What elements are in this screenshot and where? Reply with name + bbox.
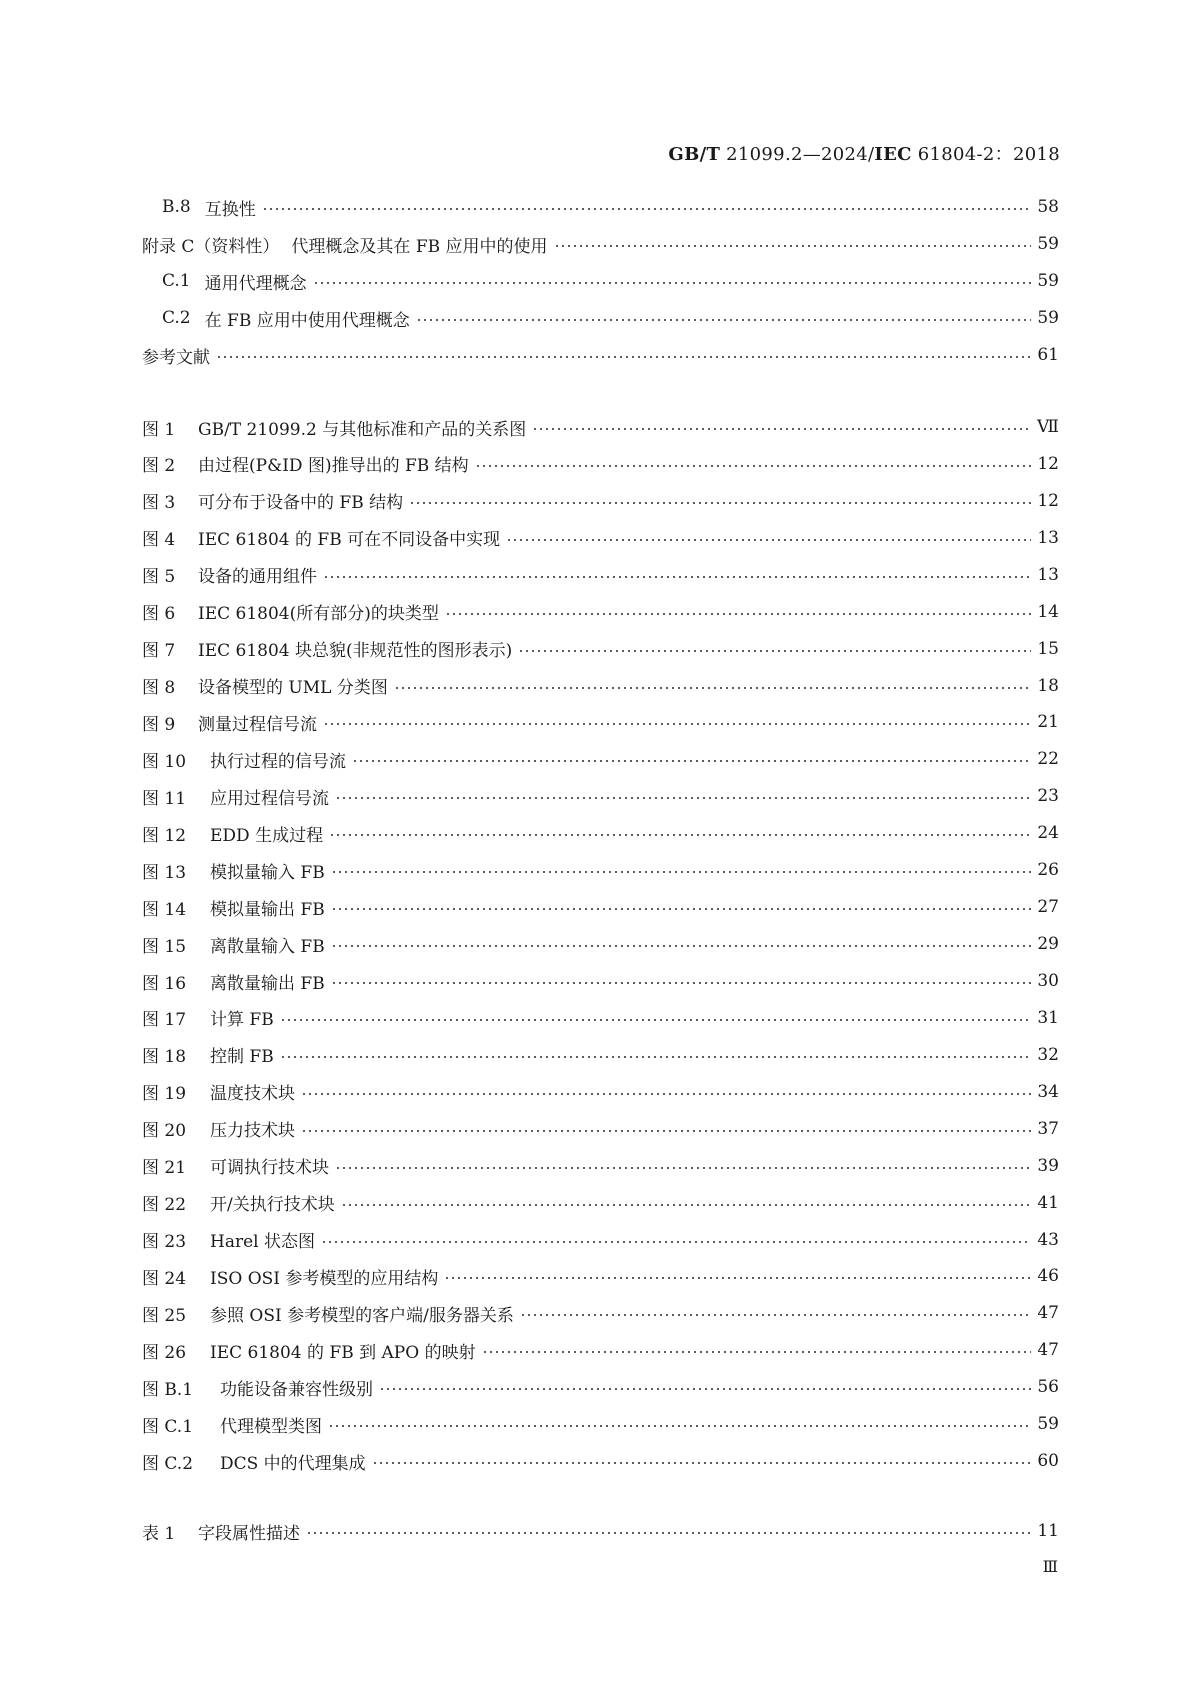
toc-entry-title: EDD 生成过程 [210, 825, 324, 846]
toc-entry-number: 图 20 [142, 1121, 187, 1142]
header-std-prefix: GB/T [668, 144, 721, 165]
toc-entry-title: 应用过程信号流 [210, 788, 329, 809]
figure-entry[interactable] [142, 893, 1059, 921]
toc-entry-number: 图 17 [142, 1010, 187, 1031]
toc-entry-number: 图 25 [142, 1305, 187, 1326]
toc-entry-number: 图 18 [142, 1047, 187, 1068]
toc-entry-title: 离散量输入 FB [210, 936, 325, 957]
toc-entry-page: 18 [1037, 675, 1059, 696]
toc-entry-title: GB/T 21099.2 与其他标准和产品的关系图 [198, 419, 527, 440]
header-iec-prefix: IEC [874, 144, 912, 165]
dot-leader [379, 1388, 1031, 1390]
figure-entry[interactable] [142, 561, 1059, 589]
dot-leader [532, 428, 1031, 430]
table-entry[interactable] [142, 1517, 1059, 1545]
toc-entry-number: 附录 C（资料性） [142, 236, 280, 257]
dot-leader [321, 1241, 1031, 1243]
toc-entry-title: IEC 61804(所有部分)的块类型 [198, 604, 439, 625]
dot-leader [482, 1351, 1031, 1353]
toc-entry-page: 31 [1037, 1007, 1059, 1028]
figure-entry[interactable] [142, 708, 1059, 736]
toc-entry-page: 46 [1037, 1266, 1059, 1287]
dot-leader [518, 650, 1031, 652]
toc-entry-title: 通用代理概念 [204, 273, 307, 294]
figure-entry[interactable] [142, 1004, 1059, 1032]
toc-entry-appendix-c[interactable] [142, 230, 1059, 258]
toc-entry-title: 代理概念及其在 FB 应用中的使用 [291, 236, 548, 257]
figure-entry[interactable] [142, 1189, 1059, 1217]
toc-entry-title: 测量过程信号流 [198, 714, 317, 735]
toc-entry-title: 执行过程的信号流 [210, 751, 346, 772]
toc-entry-title: IEC 61804 块总貌(非规范性的图形表示) [198, 641, 513, 662]
dot-leader [416, 319, 1031, 321]
toc-entry-number: B.8 [162, 197, 191, 217]
toc-entry-page: 58 [1037, 197, 1059, 217]
toc-entry-number: 图 2 [142, 456, 176, 477]
figure-entry[interactable] [142, 598, 1059, 626]
toc-entry-number: 图 21 [142, 1158, 187, 1179]
toc-entry-number: 图 9 [142, 714, 176, 735]
toc-entry-number: 图 24 [142, 1268, 187, 1289]
toc-entry-page: 59 [1037, 1414, 1059, 1435]
toc-entry-title: 模拟量输入 FB [210, 862, 325, 883]
toc-entry-page: 47 [1037, 1340, 1059, 1361]
toc-entry-title: 模拟量输出 FB [210, 899, 325, 920]
toc-entry-page: 13 [1037, 527, 1059, 548]
toc-entry-number: 参考文献 [142, 347, 210, 368]
figure-entry[interactable] [142, 930, 1059, 958]
figure-entry[interactable] [142, 745, 1059, 773]
dot-leader [394, 687, 1031, 689]
dot-leader [301, 1130, 1031, 1132]
toc-entry-number: 图 B.1 [142, 1379, 194, 1400]
toc-entry-title: 计算 FB [210, 1010, 274, 1031]
toc-entry-number: 表 1 [142, 1523, 176, 1544]
dot-leader [331, 908, 1031, 910]
figure-entry[interactable] [142, 1078, 1059, 1106]
toc-entry-b8[interactable] [142, 193, 1059, 221]
figure-entry[interactable] [142, 1115, 1059, 1143]
toc-entry-page: 41 [1037, 1192, 1059, 1213]
toc-entry-page: 39 [1037, 1155, 1059, 1176]
toc-entry-title: 代理模型类图 [220, 1416, 322, 1437]
toc-entry-title: 设备的通用组件 [198, 567, 317, 588]
toc-entry-number: 图 23 [142, 1232, 187, 1252]
toc-entry-page: 21 [1037, 712, 1059, 733]
figure-entry[interactable] [142, 1262, 1059, 1290]
toc-entry-page: 43 [1037, 1229, 1059, 1250]
toc-entry-number: C.2 [162, 308, 191, 328]
figure-entry[interactable] [142, 1447, 1059, 1475]
toc-entry-page: 61 [1037, 345, 1059, 365]
toc-entry-number: 图 C.1 [142, 1416, 194, 1437]
dot-leader [352, 760, 1031, 762]
figure-entry[interactable] [142, 1336, 1059, 1364]
toc-entry-title: 控制 FB [210, 1047, 274, 1068]
dot-leader [445, 613, 1031, 615]
dot-leader [331, 945, 1031, 947]
toc-entry-number: 图 8 [142, 678, 176, 698]
toc-entry-number: 图 13 [142, 862, 187, 883]
dot-leader [506, 539, 1031, 541]
toc-entry-title: IEC 61804 的 FB 可在不同设备中实现 [198, 530, 501, 551]
dot-leader [323, 576, 1031, 578]
toc-entry-page: 59 [1037, 271, 1059, 291]
toc-entry-c2[interactable] [142, 304, 1059, 332]
toc-entry-title: 功能设备兼容性级别 [220, 1379, 373, 1400]
dot-leader [335, 1167, 1031, 1169]
dot-leader [331, 871, 1031, 873]
figure-entry[interactable] [142, 1373, 1059, 1401]
toc-entry-page: 29 [1037, 934, 1059, 954]
toc-entry-title: 可调执行技术块 [210, 1158, 329, 1179]
figure-entry[interactable] [142, 1299, 1059, 1327]
figure-entry[interactable] [142, 1226, 1059, 1254]
figure-entry[interactable] [142, 413, 1059, 441]
dot-leader [313, 282, 1031, 284]
toc-entry-page: 26 [1037, 860, 1059, 881]
toc-entry-page: 11 [1037, 1521, 1059, 1541]
toc-entry-title: 可分布于设备中的 FB 结构 [198, 493, 404, 514]
document-header [668, 140, 1060, 166]
dot-leader [216, 356, 1031, 358]
dot-leader [475, 465, 1031, 467]
toc-entry-number: 图 12 [142, 825, 187, 846]
dot-leader [262, 208, 1031, 210]
dot-leader [301, 1093, 1031, 1095]
toc-entry-page: 59 [1037, 308, 1059, 328]
figure-entry[interactable] [142, 635, 1059, 663]
toc-entry-page: 32 [1037, 1044, 1059, 1065]
toc-entry-title: IEC 61804 的 FB 到 APO 的映射 [210, 1342, 476, 1363]
dot-leader [554, 245, 1031, 247]
toc-entry-page: 23 [1037, 786, 1059, 807]
toc-entry-title: 在 FB 应用中使用代理概念 [204, 310, 410, 331]
figure-entry[interactable] [142, 856, 1059, 884]
toc-entry-page: 13 [1037, 564, 1059, 585]
dot-leader [323, 723, 1031, 725]
toc-entry-references[interactable] [142, 341, 1059, 369]
dot-leader [409, 502, 1031, 504]
dot-leader [280, 1019, 1031, 1021]
figure-entry[interactable] [142, 672, 1059, 700]
toc-entry-title: 设备模型的 UML 分类图 [198, 678, 388, 698]
toc-entry-number: 图 3 [142, 493, 176, 514]
toc-entry-title: 参照 OSI 参考模型的客户端/服务器关系 [210, 1305, 514, 1326]
dot-leader [444, 1277, 1031, 1279]
page-number: Ⅲ [1042, 1557, 1058, 1576]
toc-entry-title: 压力技术块 [210, 1121, 295, 1142]
toc-entry-page: 12 [1037, 490, 1059, 511]
figure-entry[interactable] [142, 1410, 1059, 1438]
toc-entry-page: 15 [1037, 638, 1059, 659]
toc-entry-page: 37 [1037, 1118, 1059, 1139]
toc-entry-number: 图 15 [142, 936, 187, 957]
toc-entry-page: 24 [1037, 823, 1059, 844]
toc-entry-number: 图 5 [142, 567, 176, 588]
toc-entry-number: 图 1 [142, 419, 176, 440]
figure-entry[interactable] [142, 450, 1059, 478]
toc-entry-number: 图 4 [142, 530, 176, 551]
toc-entry-page: 12 [1037, 453, 1059, 474]
dot-leader [329, 834, 1031, 836]
toc-entry-page: 56 [1037, 1377, 1059, 1398]
dot-leader [280, 1056, 1031, 1058]
dot-leader [306, 1532, 1031, 1534]
toc-entry-title: Harel 状态图 [210, 1232, 315, 1252]
toc-entry-number: 图 22 [142, 1195, 187, 1215]
toc-entry-number: 图 7 [142, 641, 176, 662]
toc-entry-number: 图 6 [142, 604, 176, 625]
toc-entry-number: 图 11 [142, 788, 187, 809]
toc-entry-page: 60 [1037, 1451, 1059, 1471]
figure-entry[interactable] [142, 524, 1059, 552]
toc-entry-number: 图 19 [142, 1084, 187, 1105]
toc-entry-title: 互换性 [204, 199, 256, 220]
figure-entry[interactable] [142, 819, 1059, 847]
toc-entry-number: 图 14 [142, 899, 187, 920]
dot-leader [372, 1462, 1031, 1464]
toc-entry-c1[interactable] [142, 267, 1059, 295]
figure-entry[interactable] [142, 967, 1059, 995]
toc-entry-number: 图 26 [142, 1342, 187, 1363]
dot-leader [331, 982, 1031, 984]
toc-entry-page: 30 [1037, 971, 1059, 991]
header-iec-number: 61804-2：2018 [911, 144, 1060, 165]
toc-entry-title: 字段属性描述 [198, 1523, 300, 1544]
toc-entry-title: DCS 中的代理集成 [220, 1453, 366, 1474]
toc-entry-page: 14 [1037, 601, 1059, 622]
toc-entry-page: 59 [1037, 234, 1059, 254]
toc-entry-title: 温度技术块 [210, 1084, 295, 1105]
toc-entry-page: 34 [1037, 1081, 1059, 1102]
toc-entry-page: Ⅶ [1037, 417, 1059, 437]
dot-leader [328, 1425, 1031, 1427]
toc-entry-title: 由过程(P&ID 图)推导出的 FB 结构 [198, 456, 469, 477]
toc-entry-page: 22 [1037, 749, 1059, 770]
figure-entry[interactable] [142, 1041, 1059, 1069]
toc-entry-title: 离散量输出 FB [210, 973, 325, 994]
toc-entry-number: 图 16 [142, 973, 187, 994]
toc-entry-page: 47 [1037, 1303, 1059, 1324]
figure-entry[interactable] [142, 487, 1059, 515]
toc-entry-page: 27 [1037, 897, 1059, 918]
figure-entry[interactable] [142, 782, 1059, 810]
toc-entry-number: 图 C.2 [142, 1453, 194, 1474]
figure-entry[interactable] [142, 1152, 1059, 1180]
dot-leader [520, 1314, 1031, 1316]
toc-entry-title: 开/关执行技术块 [210, 1195, 335, 1215]
dot-leader [341, 1204, 1031, 1206]
toc-entry-number: 图 10 [142, 751, 187, 772]
toc-entry-title: ISO OSI 参考模型的应用结构 [210, 1268, 439, 1289]
dot-leader [335, 797, 1031, 799]
toc-entry-number: C.1 [162, 271, 191, 291]
header-std-number: 21099.2—2024/ [720, 144, 875, 165]
